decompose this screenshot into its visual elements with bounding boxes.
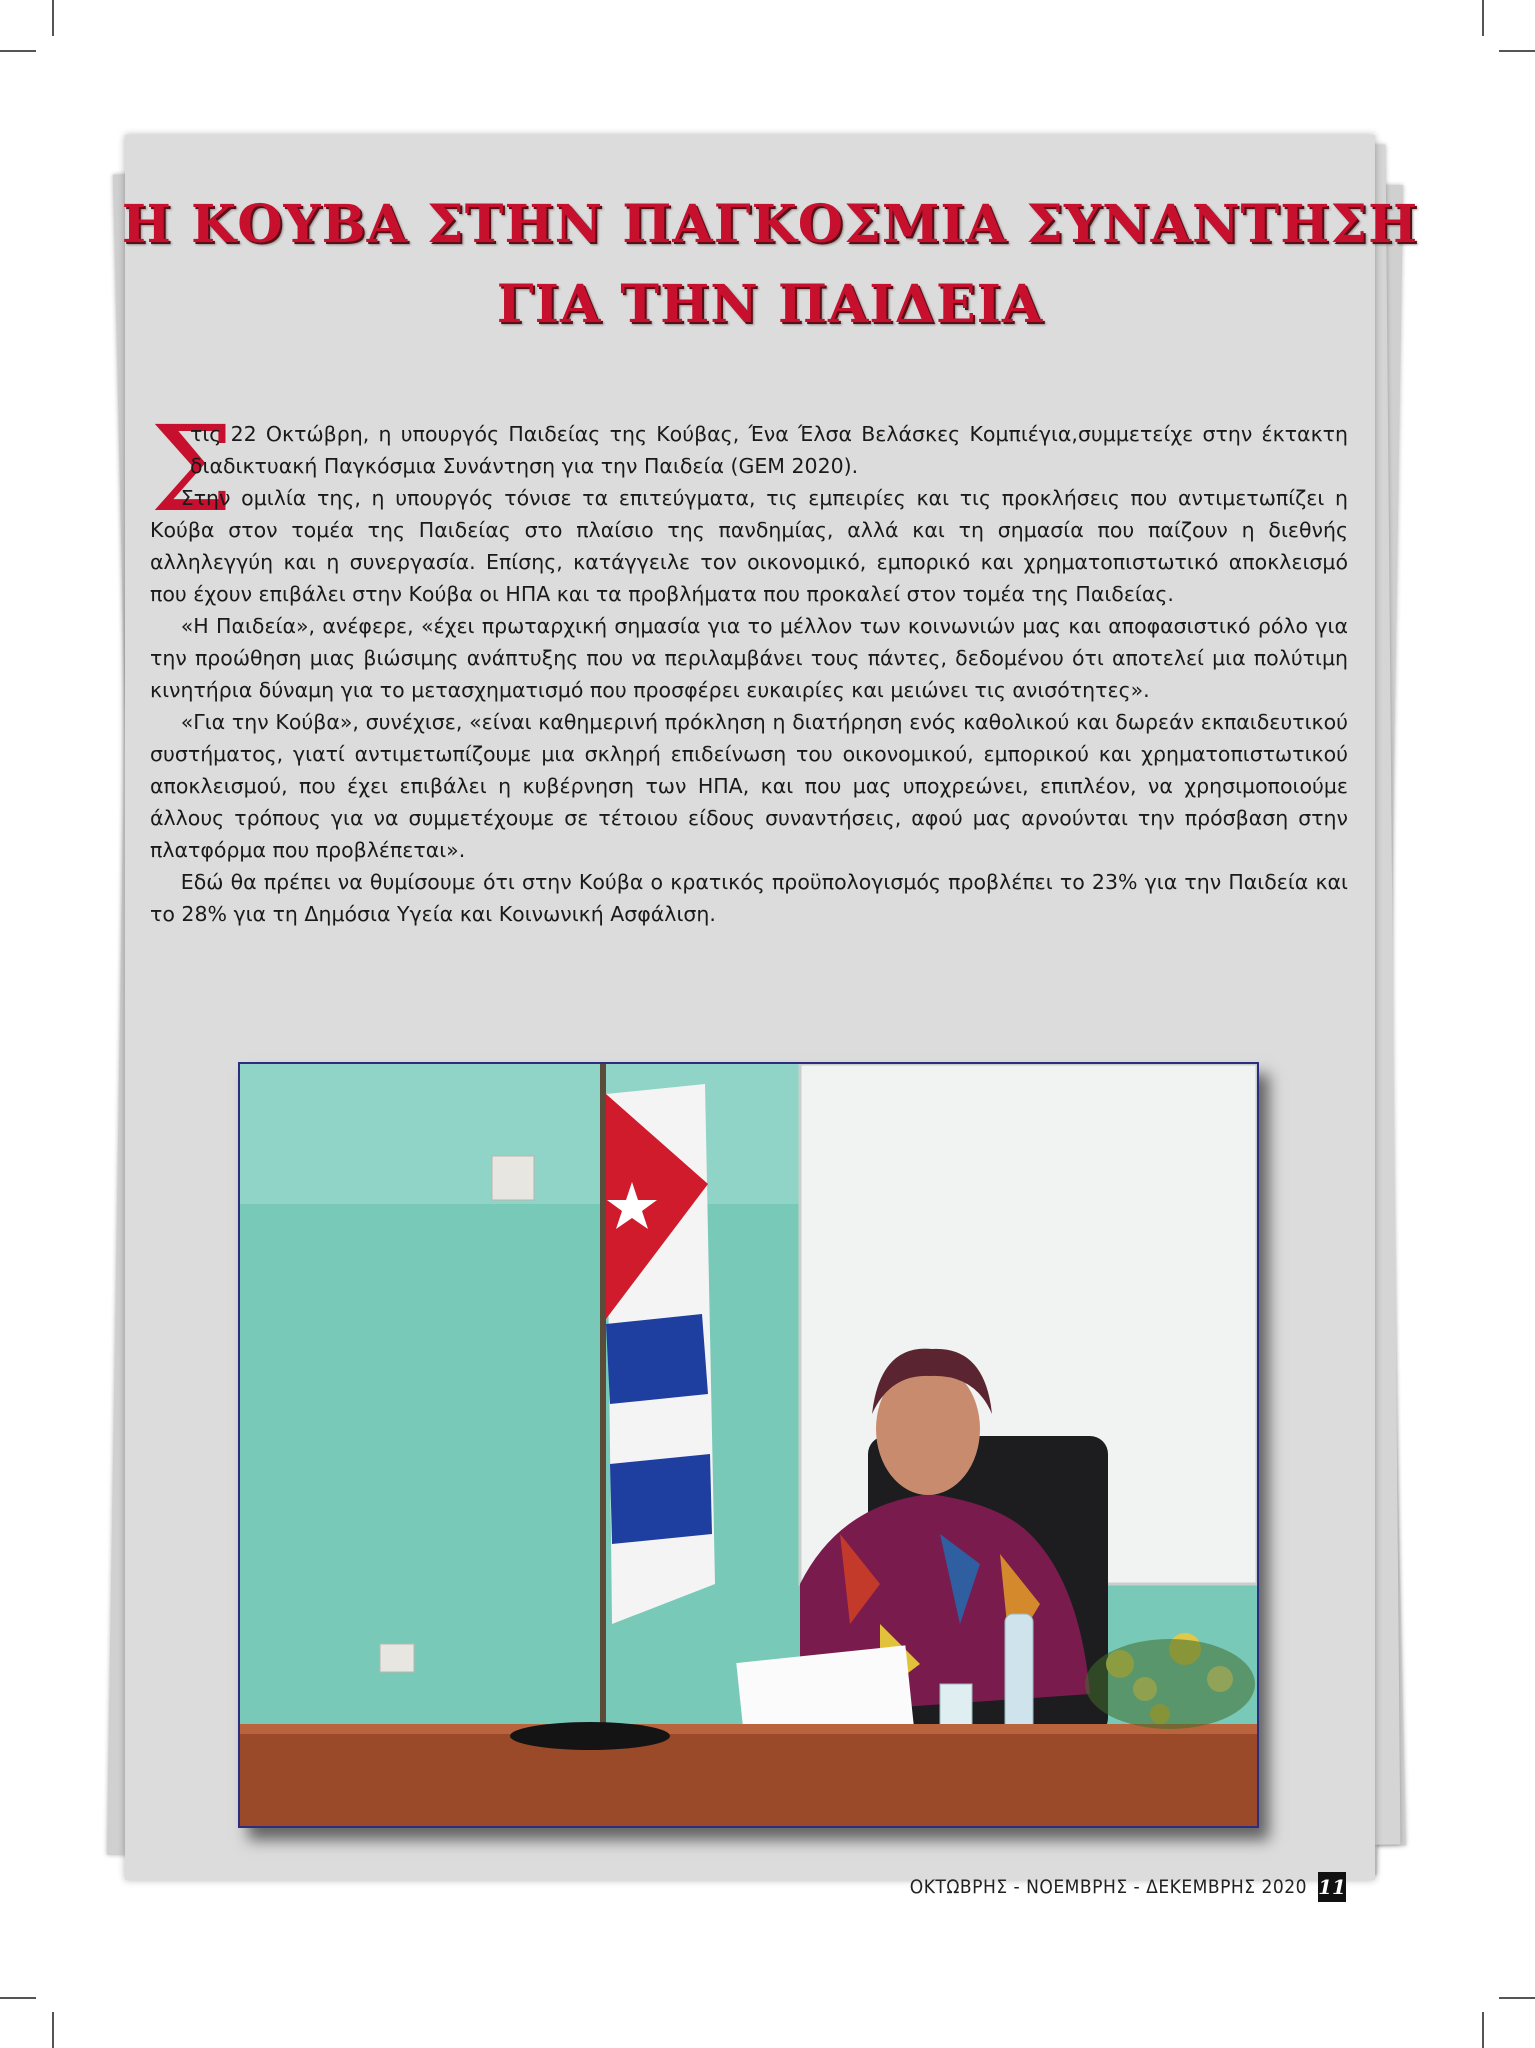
- article-title-line-2: ΓΙΑ ΤΗΝ ΠΑΙΔΕΙΑ: [496, 274, 1044, 335]
- crop-mark: [52, 0, 54, 36]
- crop-mark: [1499, 1997, 1535, 1999]
- crop-mark: [1482, 2012, 1484, 2048]
- article-photo: [238, 1062, 1259, 1828]
- article-paragraph-2: Στην ομιλία της, η υπουργός τόνισε τα επιτεύγματα, τις εμπειρίες και τις προκλήσεις που αντιμετωπίζει η Κούβα στον τομέα της Παιδείας στο πλαίσιο της πανδημίας, αλλά και τη σημασία που παίζουν η διεθνής αλληλεγγύη και η συνεργασία. Επίσης, κατάγγειλε τον οικονομικό, εμπορικό και χρηματοπιστωτικό αποκλεισμό που έχουν επιβάλει στην Κούβα οι ΗΠΑ και τα προβλήματα που προκαλεί στον τομέα της Παιδείας.: [150, 486, 1348, 606]
- photo-illustration: [240, 1064, 1257, 1826]
- article-body: [150, 418, 1348, 930]
- article-paragraph-5: Εδώ θα πρέπει να θυμίσουμε ότι στην Κούβα ο κρατικός προϋπολογισμός προβλέπει το 23% για την Παιδεία και το 28% για τη Δημόσια Υγεία και Κοινωνική Ασφάλιση.: [150, 870, 1348, 926]
- article-title-line-1: Η ΚΟΥΒΑ ΣΤΗΝ ΠΑΓΚΟΣΜΙΑ ΣΥΝΑΝΤΗΣΗ: [121, 194, 1419, 255]
- article-title: [110, 185, 1430, 345]
- article-paragraph-3: «Η Παιδεία», ανέφερε, «έχει πρωταρχική σημασία για το μέλλον των κοινωνιών μας και αποφασιστικό ρόλο για την προώθηση μιας βιώσιμης ανάπτυξης που να περιλαμβάνει τους πάντες, δεδομένου ότι αποτελεί μια πολύτιμη κινητήρια δύναμη για το μετασχηματισμό που προσφέρει ευκαιρίες και μειώνει τις ανισότητες».: [150, 614, 1348, 702]
- issue-date: ΟΚΤΩΒΡΗΣ - ΝΟΕΜΒΡΗΣ - ΔΕΚΕΜΒΡΗΣ 2020: [909, 1876, 1307, 1898]
- page-number: 11: [1318, 1872, 1346, 1902]
- crop-mark: [1499, 50, 1535, 52]
- crop-mark: [52, 2012, 54, 2048]
- article-paragraph-1: τις 22 Οκτώβρη, η υπουργός Παιδείας της Κούβας, Ένα Έλσα Βελάσκες Κομπιέγια,συμμετείχε στην έκτακτη διαδικτυακή Παγκόσμια Συνάντηση για την Παιδεία (GEM 2020).: [190, 422, 1348, 478]
- crop-mark: [0, 50, 36, 52]
- article-paragraph-4: «Για την Κούβα», συνέχισε, «είναι καθημερινή πρόκληση η διατήρηση ενός καθολικού και δωρεάν εκπαιδευτικού συστήματος, γιατί αντιμετωπίζουμε μια σκληρή επιδείνωση του οικονομικού, εμπορικού και χρηματοπιστωτικού αποκλεισμού, που έχει επιβάλει η κυβέρνηση των ΗΠΑ, και που μας υποχρεώνει, επιπλέον, να χρησιμοποιούμε άλλους τρόπους για να συμμετέχουμε σε τέτοιου είδους συναντήσεις, αφού μας αρνούνται την πρόσβαση στην πλατφόρμα που προβλέπεται».: [150, 710, 1348, 862]
- drop-cap: Σ: [150, 400, 234, 538]
- crop-mark: [0, 1997, 36, 1999]
- crop-mark: [1482, 0, 1484, 36]
